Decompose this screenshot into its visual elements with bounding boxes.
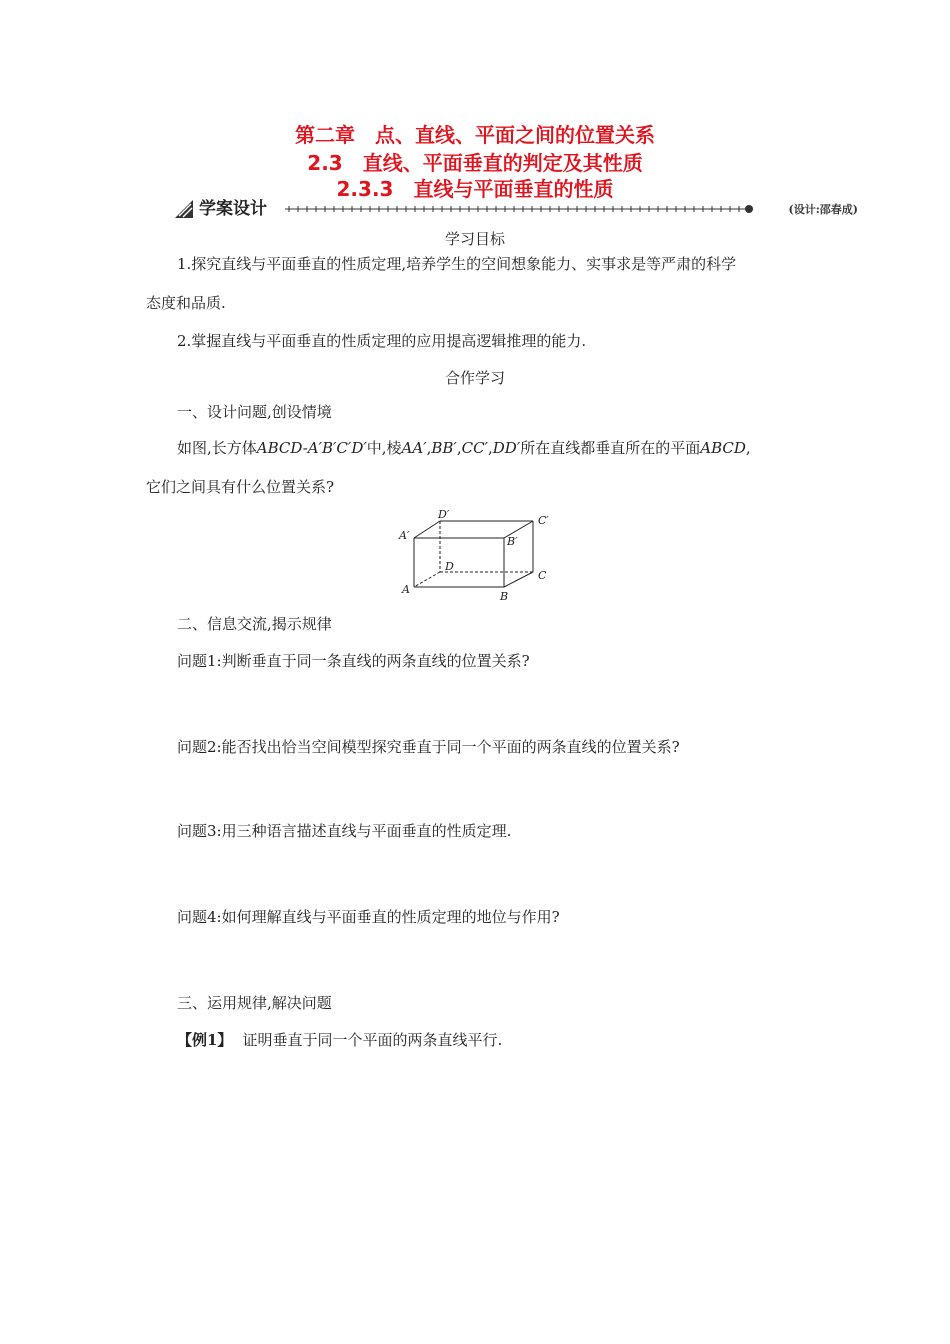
question-1: 问题1:判断垂直于同一条直线的两条直线的位置关系?: [177, 652, 530, 670]
section-title: 2.3 直线、平面垂直的判定及其性质: [307, 151, 643, 175]
example-1: [177, 1029, 502, 1051]
intro-text: 如图,长方体: [177, 439, 257, 457]
edge-label: CC′: [461, 439, 488, 457]
banner-credit: (设计:邵春成): [788, 203, 858, 216]
objective-1-line2: 态度和品质.: [146, 294, 226, 312]
separator: ,: [488, 439, 493, 457]
study-plan-banner: [173, 198, 858, 220]
section-2-heading: 二、信息交流,揭示规律: [177, 615, 332, 633]
label-b: B: [500, 590, 509, 603]
section-3-heading: 三、运用规律,解决问题: [177, 994, 332, 1012]
intro-paragraph-line2: 它们之间具有什么位置关系?: [146, 478, 335, 496]
separator: ,: [456, 439, 462, 457]
banner-label: 学案设计: [199, 199, 267, 219]
objective-2: 2.掌握直线与平面垂直的性质定理的应用提高逻辑推理的能力.: [177, 332, 587, 350]
intro-paragraph-line1: [177, 437, 751, 459]
edge-label: AA′: [401, 439, 427, 457]
question-4: 问题4:如何理解直线与平面垂直的性质定理的地位与作用?: [177, 908, 560, 926]
cooperative-heading: 合作学习: [444, 369, 505, 387]
label-a: A: [402, 583, 410, 596]
banner-triangle-icon: [173, 198, 195, 220]
objective-1-line1: 1.探究直线与平面垂直的性质定理,培养学生的空间想象能力、实事求是等严肃的科学: [177, 255, 737, 273]
intro-text: 中,棱: [366, 439, 402, 457]
objectives-heading: 学习目标: [444, 230, 505, 248]
plane-name: ABCD: [700, 439, 746, 457]
label-c-prime: C′: [538, 514, 549, 527]
banner-ruler-line: [285, 198, 755, 220]
label-d: D: [445, 560, 454, 573]
chapter-title: 第二章 点、直线、平面之间的位置关系: [295, 123, 655, 147]
label-c: C: [538, 569, 547, 582]
example-text: 证明垂直于同一个平面的两条直线平行.: [242, 1031, 503, 1049]
intro-text: ,: [745, 439, 751, 457]
label-b-prime: B′: [507, 535, 518, 548]
question-2: 问题2:能否找出恰当空间模型探究垂直于同一个平面的两条直线的位置关系?: [177, 738, 680, 756]
edge-label: DD′: [492, 439, 521, 457]
section-1-heading: 一、设计问题,创设情境: [177, 403, 332, 421]
edge-label: BB′: [431, 439, 457, 457]
box-name: ABCD-A′B′C′D′: [256, 439, 367, 457]
intro-text: 所在直线都垂直所在的平面: [520, 439, 701, 457]
subsection-title: 2.3.3 直线与平面垂直的性质: [336, 177, 614, 201]
label-a-prime: A′: [399, 529, 410, 542]
example-tag: 【例1】: [177, 1031, 233, 1049]
separator: ,: [426, 439, 432, 457]
label-d-prime: D′: [438, 508, 450, 521]
cuboid-figure: [390, 505, 570, 605]
question-3: 问题3:用三种语言描述直线与平面垂直的性质定理.: [177, 822, 512, 840]
